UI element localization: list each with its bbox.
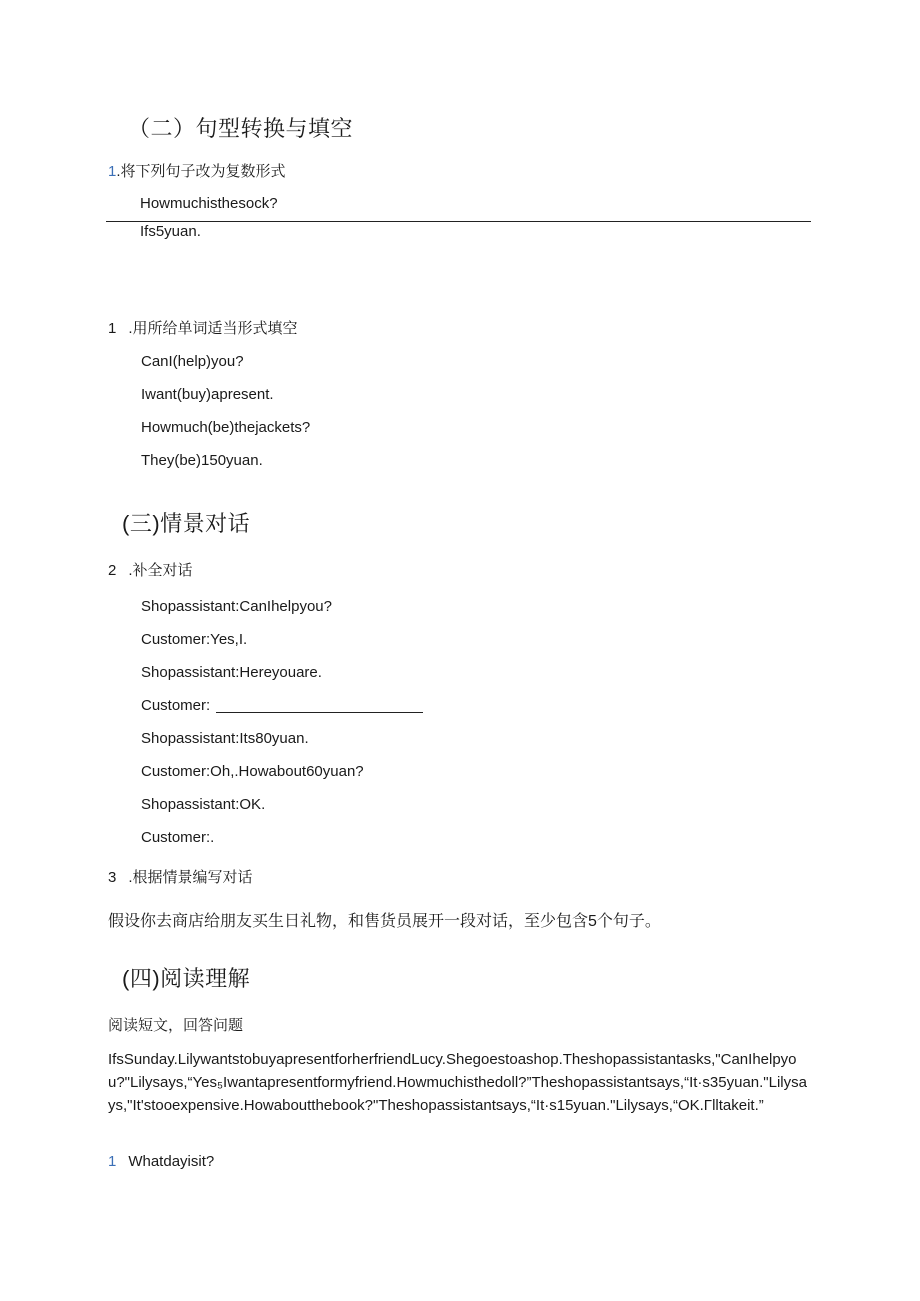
question-number: 3 (108, 869, 117, 886)
section-heading-3: (三)情景对话 (122, 511, 251, 536)
question-number: 1 (108, 163, 117, 180)
question-label: .将下列句子改为复数形式 (116, 163, 286, 180)
dialogue-line: Shopassistant:OK. (141, 796, 266, 813)
scenario-text: 假设你去商店给朋友买生日礼物，和售货员展开一段对话，至少包含5个句子。 (108, 913, 661, 930)
fill-line: Iwant(buy)apresent. (141, 386, 274, 403)
question-label: .根据情景编写对话 (128, 869, 253, 886)
sentence-line: Ifs5yuan. (140, 223, 201, 240)
dialogue-line: Shopassistant:CanIhelpyou? (141, 598, 332, 615)
answer-rule (106, 221, 811, 222)
fill-line: Howmuch(be)thejackets? (141, 419, 311, 436)
dialogue-line: Customer:Oh,.Howabout60yuan? (141, 763, 364, 780)
dialogue-line: Customer: (141, 697, 211, 714)
section-heading-2: （二）句型转换与填空 (128, 116, 354, 141)
section-heading-4: (四)阅读理解 (122, 966, 251, 991)
dialogue-line: Customer:Yes,I. (141, 631, 248, 648)
question-label: .补全对话 (128, 562, 193, 579)
question-number: 2 (108, 562, 117, 579)
dialogue-line: Shopassistant:Hereyouare. (141, 664, 322, 681)
question-3-title (108, 559, 193, 580)
question-1-title (108, 160, 286, 181)
fill-line: They(be)150yuan. (141, 452, 263, 469)
question-label: .用所给单词适当形式填空 (128, 320, 298, 337)
question-4-title (108, 866, 253, 887)
reading-question-1 (108, 1153, 214, 1170)
sentence-line: Howmuchisthesock? (140, 195, 278, 212)
dialogue-line: Shopassistant:Its80yuan. (141, 730, 309, 747)
reading-passage: IfsSunday.LilywantstobuyapresentforherfriendLucy.Shegoestoashop.Theshopassistantasks,"CanIhelpyou?"Lilysays,“Yes₅Iwantapresentformyfriend.Howmuchisthedoll?”Theshopassistantsays,“It·s35yuan."Lilysays,"It'stooexpensive.Howaboutthebook?"Theshopassistantsays,“It·s15yuan."Lilysays,“OK.Γlltakeit.” (108, 1051, 807, 1114)
fill-line: CanI(help)you? (141, 353, 244, 370)
answer-blank (216, 712, 423, 713)
question-2-title (108, 317, 298, 338)
question-number: 1 (108, 1153, 117, 1170)
reading-instruction: 阅读短文，回答问题 (108, 1017, 244, 1034)
question-number: 1 (108, 320, 117, 337)
dialogue-line: Customer:. (141, 829, 215, 846)
question-text: Whatdayisit? (128, 1153, 215, 1170)
